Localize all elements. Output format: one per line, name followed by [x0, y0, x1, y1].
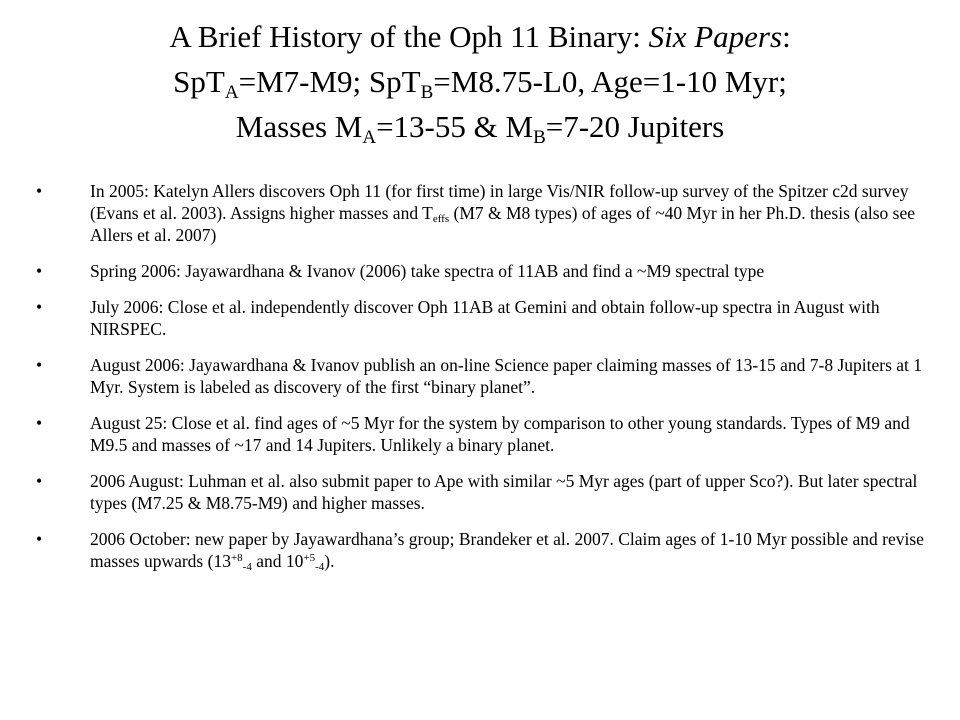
title-text: =13-55 & M: [376, 109, 534, 144]
title-line-2: [40, 59, 920, 104]
bullet-text: 2006 October: new paper by Jayawardhana’s group; Brandeker et al. 2007. Claim ages of 1-10 Myr possible and revise masses upwards (13: [90, 529, 924, 571]
bullet-list: [36, 180, 936, 586]
title-text: Masses M: [235, 109, 363, 144]
title-italic-text: Six Papers: [648, 19, 783, 54]
bullet-text: ).: [324, 551, 335, 571]
title-text: :: [782, 19, 791, 54]
subscript: A: [224, 82, 239, 103]
bullet-dot: •: [36, 529, 43, 549]
superscript: +5: [303, 552, 316, 564]
bullet-item: [36, 470, 936, 514]
bullet-text: (M7 & M8 types) of ages of ~40 Myr in her Ph.D. thesis (also see Allers et al. 2007): [90, 203, 915, 245]
subscript: effs: [432, 213, 450, 225]
title-text: SpT: [173, 64, 225, 99]
bullet-dot: •: [36, 355, 43, 375]
bullet-text: 2006 August: Luhman et al. also submit paper to Ape with similar ~5 Myr ages (part of upper Sco?). But later spectral types (M7.25 & M8.75-M9) and higher masses.: [90, 471, 918, 513]
bullet-text: August 2006: Jayawardhana & Ivanov publish an on-line Science paper claiming masses of 13-15 and 7-8 Jupiters at 1 Myr. System is labeled as discovery of the first “binary planet”.: [90, 355, 923, 397]
bullet-text: and 10: [251, 551, 304, 571]
title-text: A Brief History of the Oph 11 Binary:: [169, 19, 649, 54]
subscript: B: [533, 127, 546, 148]
bullet-item: [36, 354, 936, 398]
bullet-dot: •: [36, 261, 43, 281]
bullet-item: [36, 260, 936, 282]
title-text: =7-20 Jupiters: [545, 109, 725, 144]
bullet-dot: •: [36, 413, 43, 433]
bullet-dot: •: [36, 297, 43, 317]
title-line-3: [40, 104, 920, 149]
bullet-item: [36, 180, 936, 246]
title-line-1: [40, 14, 920, 59]
bullet-dot: •: [36, 471, 43, 491]
bullet-item: [36, 296, 936, 340]
bullet-item: [36, 412, 936, 456]
title-text: =M7-M9; SpT: [238, 64, 421, 99]
superscript: +8: [230, 552, 243, 564]
bullet-text: August 25: Close et al. find ages of ~5 Myr for the system by comparison to other young standards. Types of M9 and M9.5 and masses of ~17 and 14 Jupiters. Unlikely a binary planet.: [90, 413, 910, 455]
bullet-text: In 2005: Katelyn Allers discovers Oph 11 (for first time) in large Vis/NIR follow-up survey of the Spitzer c2d survey (Evans et al. 2003). Assigns higher masses and T: [90, 181, 909, 223]
subscript: B: [420, 82, 434, 103]
bullet-text: July 2006: Close et al. independently discover Oph 11AB at Gemini and obtain follow-up spectra in August with NIRSPEC.: [90, 297, 880, 339]
bullet-item: [36, 528, 936, 572]
bullet-text: Spring 2006: Jayawardhana & Ivanov (2006) take spectra of 11AB and find a ~M9 spectral type: [90, 261, 765, 281]
subscript: A: [362, 127, 377, 148]
bullet-dot: •: [36, 181, 43, 201]
slide-title: [40, 14, 920, 149]
subscript: -4: [242, 561, 252, 573]
title-text: =M8.75-L0, Age=1-10 Myr;: [433, 64, 787, 99]
subscript: -4: [315, 561, 325, 573]
